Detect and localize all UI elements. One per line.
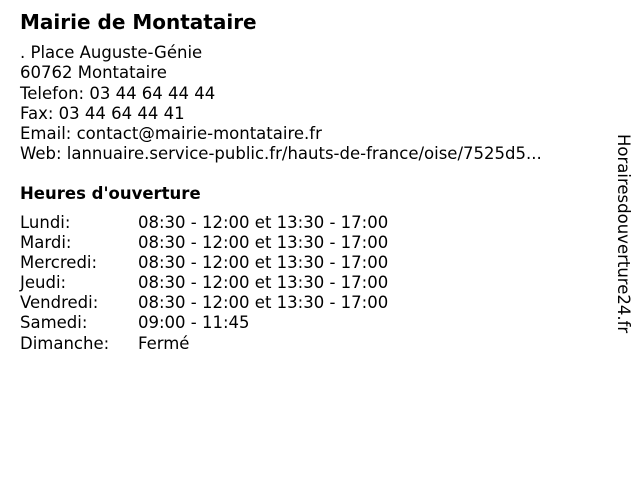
hours-value: 09:00 - 11:45 — [138, 313, 250, 333]
day-label: Jeudi: — [20, 273, 67, 293]
hours-value: 08:30 - 12:00 et 13:30 - 17:00 — [138, 233, 389, 253]
phone-number: Telefon: 03 44 64 44 44 — [20, 83, 216, 103]
hours-value: 08:30 - 12:00 et 13:30 - 17:00 — [138, 253, 389, 273]
address-block — [20, 43, 542, 165]
email-address: Email: contact@mairie-montataire.fr — [20, 124, 322, 144]
hours-heading: Heures d'ouverture — [20, 184, 201, 203]
city-address: 60762 Montataire — [20, 63, 167, 83]
hours-value: 08:30 - 12:00 et 13:30 - 17:00 — [138, 293, 389, 313]
hours-value: 08:30 - 12:00 et 13:30 - 17:00 — [138, 213, 389, 232]
day-label: Samedi: — [20, 313, 88, 333]
day-label: Dimanche: — [20, 333, 110, 353]
street-address: . Place Auguste-Génie — [20, 43, 203, 62]
website-url: Web: lannuaire.service-public.fr/hauts-de-france/oise/7525d5... — [20, 144, 542, 164]
day-label: Lundi: — [20, 213, 71, 232]
day-label: Vendredi: — [20, 293, 99, 313]
day-label: Mardi: — [20, 233, 72, 253]
fax-number: Fax: 03 44 64 44 41 — [20, 103, 185, 123]
hours-value: Fermé — [138, 333, 190, 353]
site-watermark: Horairesdouverture24.fr — [614, 134, 633, 334]
day-label: Mercredi: — [20, 253, 98, 273]
page-title: Mairie de Montataire — [20, 10, 257, 34]
hours-value: 08:30 - 12:00 et 13:30 - 17:00 — [138, 273, 389, 293]
